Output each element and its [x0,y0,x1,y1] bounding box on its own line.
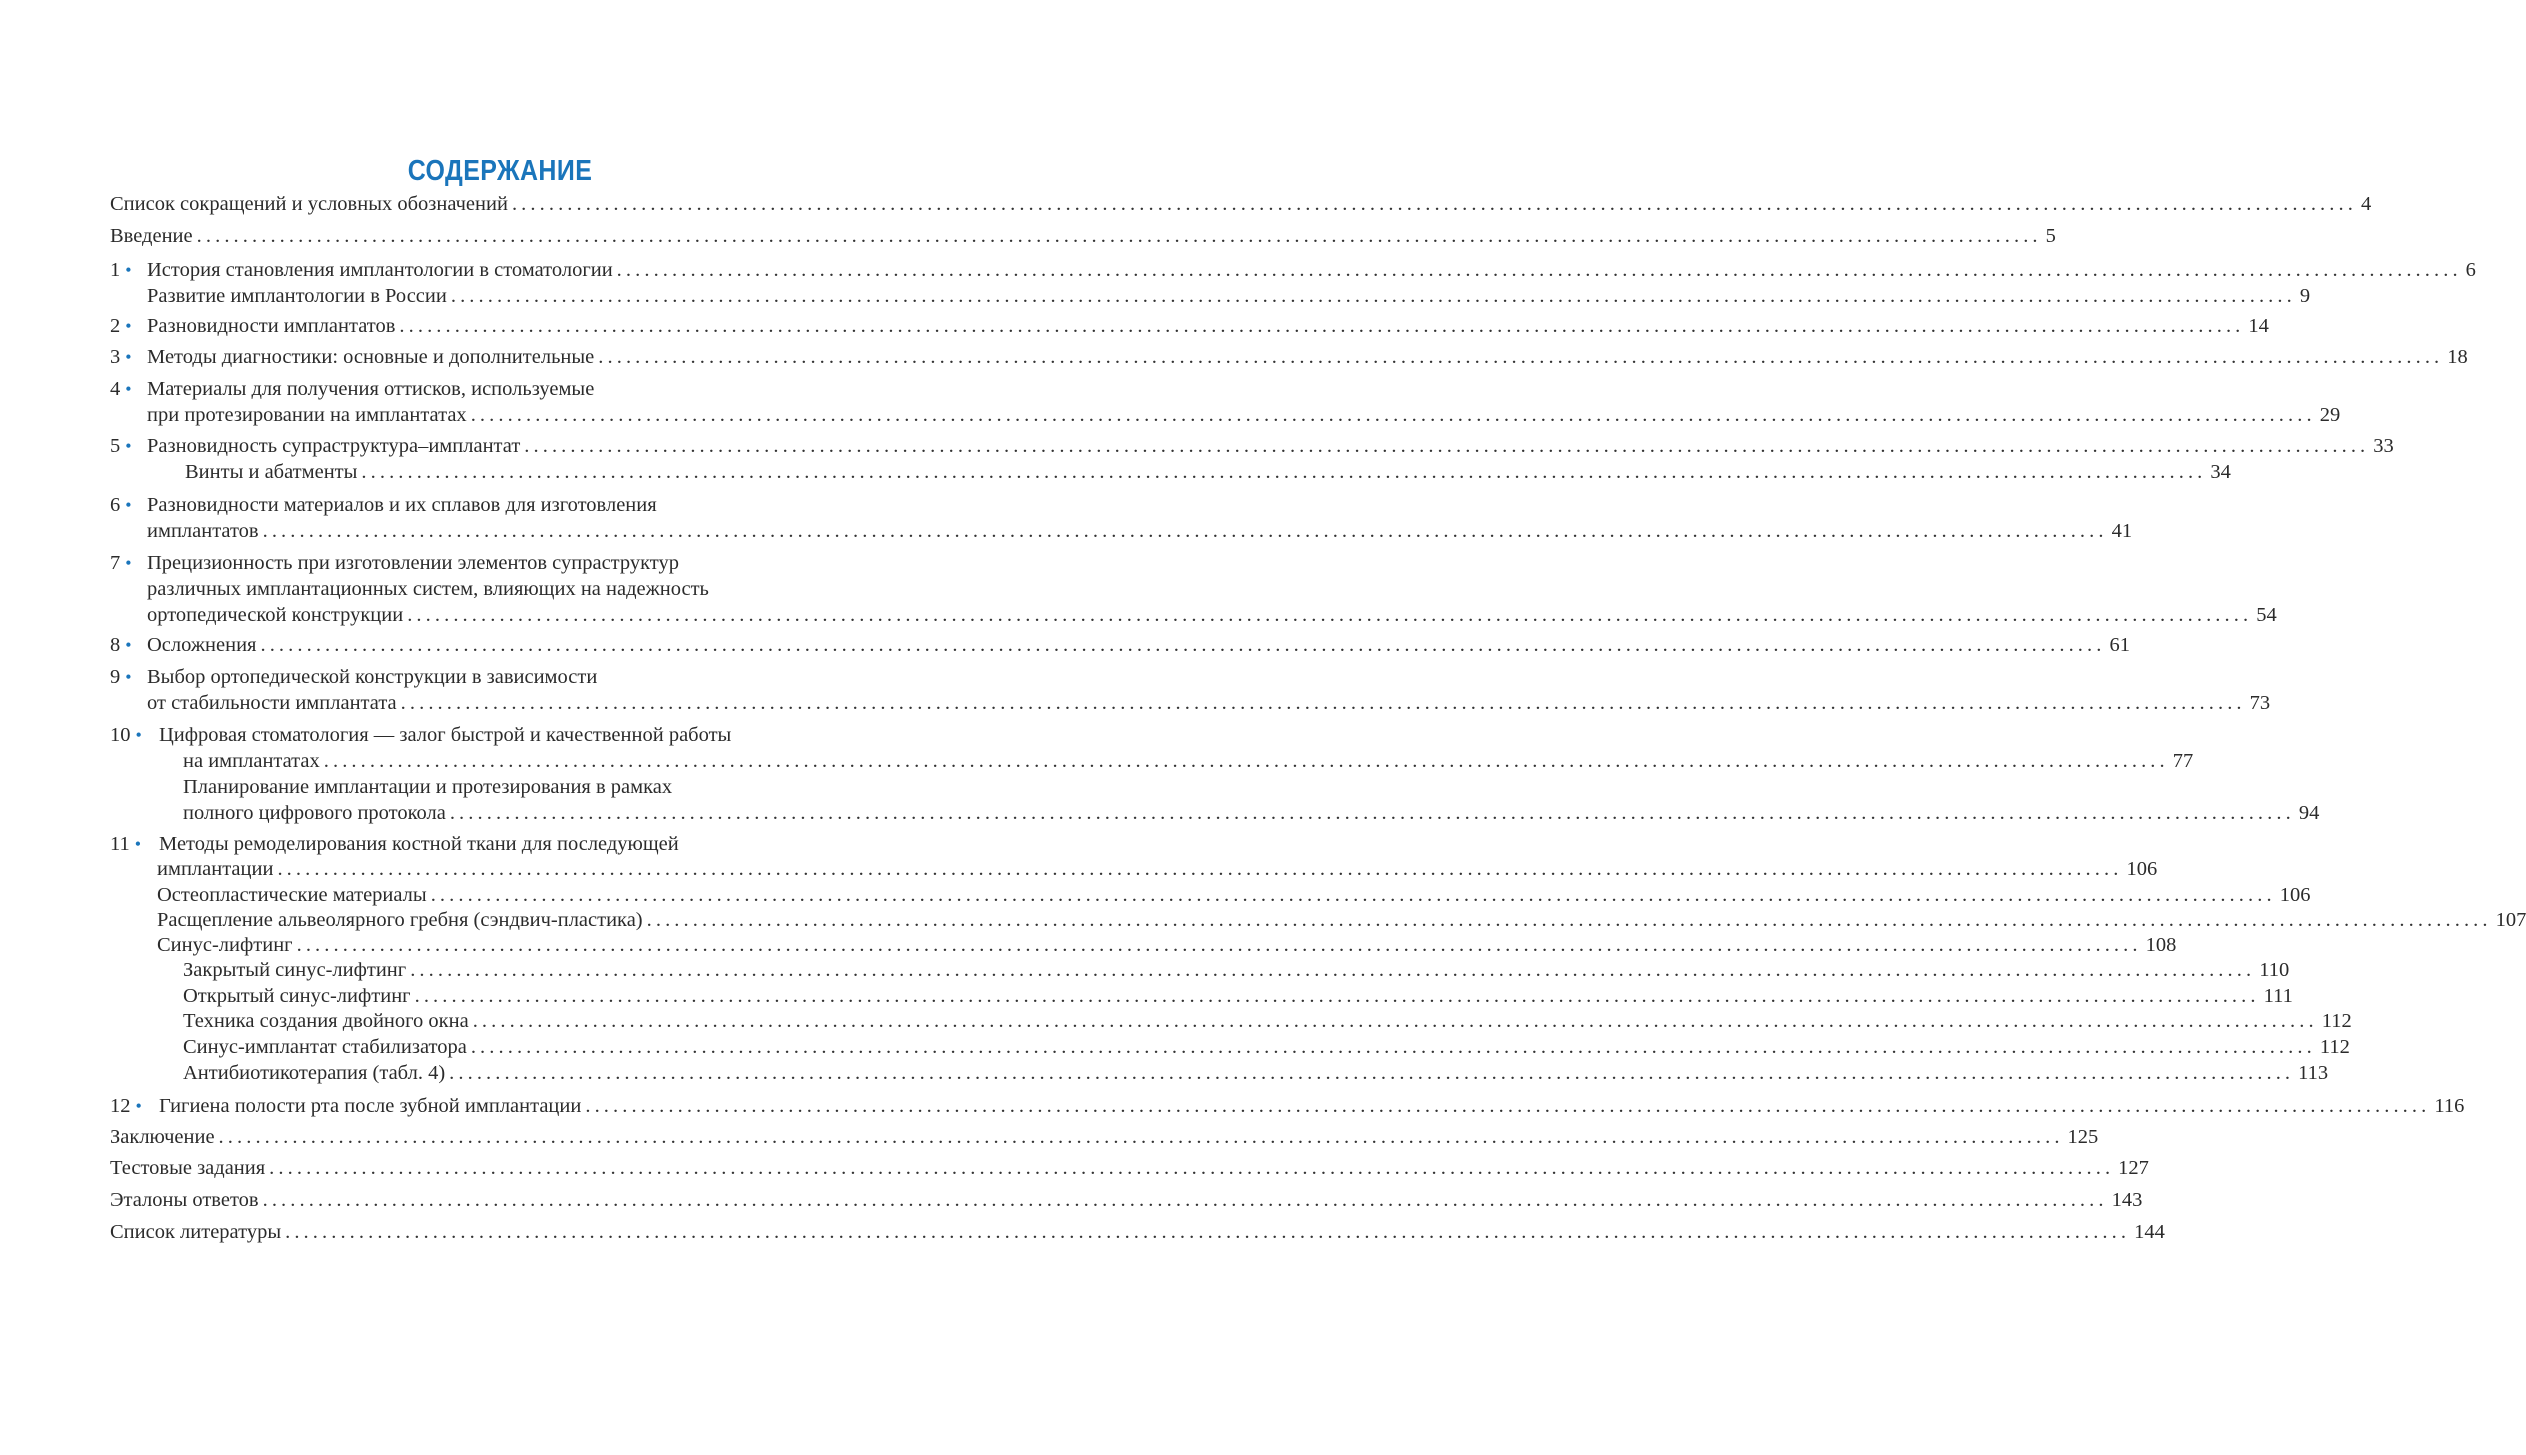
chapter-number-text: 6 [110,494,121,516]
toc-entry-title: Заключение [110,1126,215,1148]
toc-entry-title: Цифровая стоматология — залог быстрой и качественной работы [159,724,732,746]
page-number: 9 [2299,285,2311,307]
toc-entry [0,632,2130,658]
dot-leader: ........................................................................................................................................................................................................ [262,520,2108,542]
page-number: 116 [2434,1095,2465,1117]
toc-entry-title: Методы ремоделирования костной ткани для последующей [159,833,679,855]
dot-leader: ........................................................................................................................................................................................................ [399,315,2245,337]
toc-entry [0,602,2277,628]
page-number: 144 [2134,1221,2165,1243]
toc-entry-title: Синус-имплантат стабилизатора [183,1036,467,1058]
toc-entry [0,1219,2165,1245]
page-number: 113 [2298,1062,2329,1084]
toc-entry [0,722,1000,748]
page-number: 61 [2109,634,2130,656]
toc-entry-title: Выбор ортопедической конструкции в зависимости [147,666,598,688]
dot-leader: ........................................................................................................................................................................................................ [218,1126,2064,1148]
dot-leader: ........................................................................................................................................................................................................ [470,1036,2316,1058]
toc-entry [0,957,2290,983]
dot-leader: ........................................................................................................................................................................................................ [260,634,2106,656]
dot-leader: ........................................................................................................................................................................................................ [470,404,2316,426]
toc-entry-title: на имплантатах [183,750,320,772]
chapter-number-text: 11 [110,833,130,855]
bullet-icon: • [125,436,132,456]
toc-entry [0,283,2311,309]
toc-entry-title: Открытый синус-лифтинг [183,985,411,1007]
dot-leader: ........................................................................................................................................................................................................ [323,750,2169,772]
dot-leader: ........................................................................................................................................................................................................ [524,435,2370,457]
dot-leader: ........................................................................................................................................................................................................ [616,259,2462,281]
toc-entry [0,907,2526,933]
toc-entry [0,402,2341,428]
page-number: 5 [2045,225,2056,247]
chapter-number-text: 1 [110,259,121,281]
chapter-number [110,831,141,857]
toc-entry-title: Синус-лифтинг [157,934,293,956]
chapter-number-text: 10 [110,724,131,746]
toc-entry-title: Прецизионность при изготовлении элементов супраструктур [147,552,679,574]
dot-leader: ........................................................................................................................................................................................................ [285,1221,2131,1243]
dot-leader: ........................................................................................................................................................................................................ [598,346,2444,368]
toc-entry-title: Закрытый синус-лифтинг [183,959,407,981]
chapter-number [110,313,132,339]
page-number: 73 [2249,692,2271,714]
page-number: 127 [2118,1157,2149,1179]
toc-entry [0,433,2394,459]
toc-entry-title: Разновидность супраструктура–имплантат [147,435,521,457]
toc-entry-title: Развитие имплантологии в России [147,285,447,307]
page-number: 34 [2210,461,2231,483]
toc-entry [0,748,2194,774]
page-number: 77 [2172,750,2194,772]
toc-entry [0,518,2133,544]
dot-leader: ........................................................................................................................................................................................................ [450,285,2296,307]
toc-entry [0,800,2320,826]
chapter-number-text: 7 [110,552,121,574]
toc-entry-title: Введение [110,225,193,247]
toc-entry-title: Расщепление альвеолярного гребня (сэндвич-пластика) [157,909,643,931]
bullet-icon: • [125,667,132,687]
toc-entry-title: Гигиена полости рта после зубной имплантации [159,1095,582,1117]
toc-entry [0,1034,2350,1060]
dot-leader: ........................................................................................................................................................................................................ [449,802,2295,824]
dot-leader: ........................................................................................................................................................................................................ [262,1189,2108,1211]
toc-entry-title: Антибиотикотерапия (табл. 4) [183,1062,446,1084]
toc-entry-title: Тестовые задания [110,1157,266,1179]
chapter-number [110,722,142,748]
bullet-icon: • [135,725,142,745]
toc-entry [0,831,1000,857]
toc-entry-title: Эталоны ответов [110,1189,259,1211]
toc-entry-title: Остеопластические материалы [157,884,427,906]
toc-entry [0,1187,2143,1213]
dot-leader: ........................................................................................................................................................................................................ [472,1010,2318,1032]
chapter-number-text: 9 [110,666,121,688]
toc-entry [0,344,2468,370]
toc-entry [0,1008,2352,1034]
bullet-icon: • [134,834,142,854]
toc-entry-title: при протезировании на имплантатах [147,404,467,426]
toc-entry-title: Винты и абатменты [185,461,358,483]
chapter-number [110,664,132,690]
chapter-number-text: 8 [110,634,121,656]
toc-entry [0,257,2476,283]
page-number: 107 [2495,909,2526,931]
toc-entry [0,1093,2465,1119]
toc-entry-title: Список литературы [110,1221,282,1243]
toc-entry [0,882,2311,908]
page-number: 111 [2263,985,2293,1007]
page-number: 143 [2111,1189,2143,1211]
page-number: 125 [2067,1126,2099,1148]
toc-entry [0,983,2293,1009]
toc-entry [0,690,2271,716]
chapter-number [110,344,132,370]
toc-entry-title: Разновидности имплантатов [147,315,396,337]
dot-leader: ........................................................................................................................................................................................................ [410,959,2256,981]
toc-entry-title: от стабильности имплантата [147,692,397,714]
chapter-number [110,376,132,402]
dot-leader: ........................................................................................................................................................................................................ [296,934,2142,956]
toc-entry [0,1124,2099,1150]
dot-leader: ........................................................................................................................................................................................................ [269,1157,2115,1179]
page-number: 106 [2279,884,2311,906]
page-number: 112 [2319,1036,2350,1058]
dot-leader: ........................................................................................................................................................................................................ [414,985,2260,1007]
dot-leader: ........................................................................................................................................................................................................ [585,1095,2431,1117]
page-number: 41 [2111,520,2133,542]
dot-leader: ........................................................................................................................................................................................................ [277,858,2123,880]
dot-leader: ........................................................................................................................................................................................................ [400,692,2246,714]
bullet-icon: • [125,379,132,399]
toc-entry [0,932,2177,958]
toc-entry [0,459,2231,485]
toc-entry [0,492,1000,518]
page-number: 18 [2447,346,2468,368]
chapter-number-text: 5 [110,435,121,457]
chapter-number [110,632,132,658]
toc-entry-title: имплантации [157,858,274,880]
dot-leader: ........................................................................................................................................................................................................ [430,884,2276,906]
toc-entry-title: Планирование имплантации и протезирования в рамках [183,776,673,798]
toc-entry [0,1060,2329,1086]
page-number: 14 [2248,315,2269,337]
page-number: 4 [2360,193,2372,215]
chapter-number-text: 4 [110,378,121,400]
toc-entry [0,376,1000,402]
toc-entry-title: Материалы для получения оттисков, используемые [147,378,595,400]
toc-entry [0,191,2372,217]
chapter-number [110,1093,142,1119]
page-number: 112 [2321,1010,2352,1032]
toc-entry [0,223,2056,249]
chapter-number [110,492,132,518]
toc-entry [0,313,2269,339]
dot-leader: ........................................................................................................................................................................................................ [449,1062,2295,1084]
page-number: 6 [2465,259,2476,281]
bullet-icon: • [125,553,132,573]
toc-entry [0,1155,2149,1181]
toc-entry-title: полного цифрового протокола [183,802,446,824]
toc-entry [0,664,1000,690]
chapter-number [110,257,132,283]
toc-entry-title: Список сокращений и условных обозначений [110,193,508,215]
page-number: 94 [2298,802,2320,824]
dot-leader: ........................................................................................................................................................................................................ [407,604,2253,626]
page-number: 29 [2319,404,2341,426]
toc-entry [0,856,2158,882]
dot-leader: ........................................................................................................................................................................................................ [361,461,2207,483]
bullet-icon: • [125,635,132,655]
toc-entry [0,550,1000,576]
toc-entry-title: Разновидности материалов и их сплавов для изготовления [147,494,657,516]
chapter-number [110,550,132,576]
page-number: 106 [2126,858,2158,880]
toc-entry-title: Осложнения [147,634,257,656]
page-number: 54 [2256,604,2277,626]
toc-entry-title: Техника создания двойного окна [183,1010,469,1032]
toc-entry [0,774,1000,800]
page-number: 108 [2145,934,2177,956]
dot-leader: ........................................................................................................................................................................................................ [646,909,2492,931]
bullet-icon: • [135,1096,142,1116]
bullet-icon: • [125,260,132,280]
page-number: 110 [2259,959,2290,981]
page-title: СОДЕРЖАНИЕ [407,155,593,187]
toc-entry-title: имплантатов [147,520,259,542]
toc-entry-title: Методы диагностики: основные и дополнительные [147,346,595,368]
chapter-number [110,433,132,459]
toc-entry-title: различных имплантационных систем, влияющих на надежность [147,578,709,600]
page-number: 33 [2373,435,2394,457]
bullet-icon: • [125,316,132,336]
toc-entry-title: ортопедической конструкции [147,604,404,626]
bullet-icon: • [125,347,132,367]
chapter-number-text: 2 [110,315,121,337]
bullet-icon: • [125,495,132,515]
dot-leader: ........................................................................................................................................................................................................ [196,225,2042,247]
dot-leader: ........................................................................................................................................................................................................ [511,193,2357,215]
toc-entry [0,576,1000,602]
chapter-number-text: 3 [110,346,121,368]
chapter-number-text: 12 [110,1095,131,1117]
toc-entry-title: История становления имплантологии в стоматологии [147,259,613,281]
